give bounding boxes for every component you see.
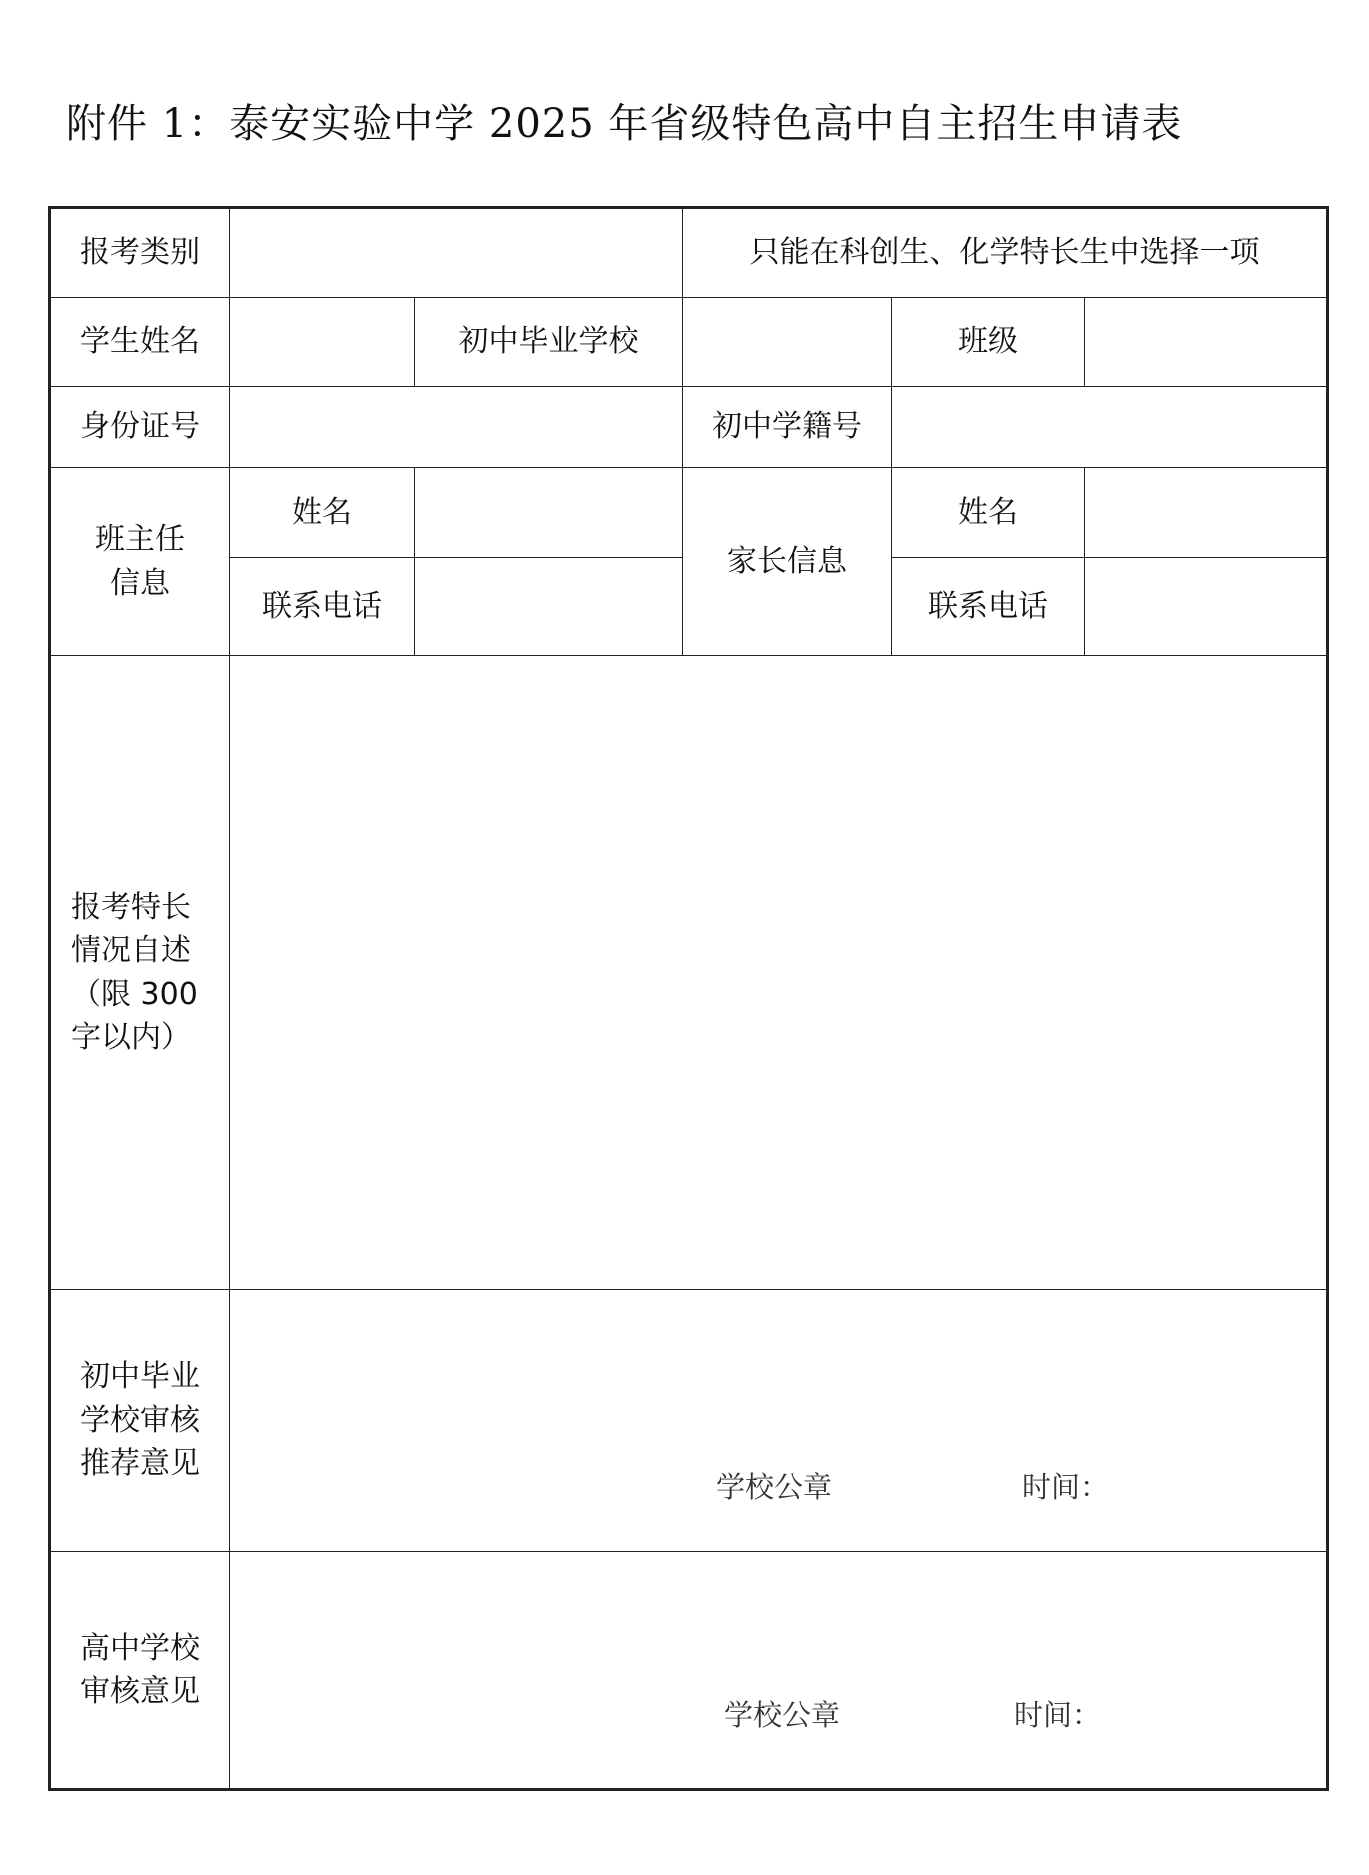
self-statement-label-line3: （限 300 (71, 976, 198, 1012)
student-name-label: 学生姓名 (50, 298, 230, 387)
self-statement-label-line1: 报考特长 (71, 889, 191, 925)
application-form (48, 206, 1326, 1788)
teacher-name-label: 姓名 (230, 468, 415, 558)
middle-school-opinion-input[interactable] (230, 1290, 1328, 1552)
self-statement-label (50, 656, 230, 1290)
student-number-input[interactable] (892, 387, 1328, 468)
middle-school-seal-label: 学校公章 (716, 1470, 833, 1504)
category-note: 只能在科创生、化学特长生中选择一项 (683, 208, 1328, 298)
form-table (48, 206, 1329, 1791)
middle-school-opinion-label-line2: 学校审核 (80, 1402, 200, 1438)
high-school-opinion-input[interactable] (230, 1552, 1328, 1790)
student-name-input[interactable] (230, 298, 415, 387)
teacher-info-label-line2: 信息 (110, 565, 170, 601)
middle-school-time-label: 时间： (1022, 1470, 1110, 1504)
parent-name-label: 姓名 (892, 468, 1085, 558)
parent-name-input[interactable] (1085, 468, 1328, 558)
high-school-opinion-label (50, 1552, 230, 1790)
middle-school-input[interactable] (683, 298, 892, 387)
teacher-name-input[interactable] (415, 468, 683, 558)
teacher-info-label-line1: 班主任 (95, 522, 185, 557)
middle-school-opinion-label-line3: 推荐意见 (80, 1446, 200, 1482)
class-input[interactable] (1085, 298, 1328, 387)
parent-phone-input[interactable] (1085, 558, 1328, 656)
high-school-opinion-label-line1: 高中学校 (80, 1630, 200, 1666)
id-number-input[interactable] (230, 387, 683, 468)
teacher-info-label (50, 468, 230, 656)
high-school-time-label: 时间： (1014, 1698, 1102, 1732)
category-label: 报考类别 (50, 208, 230, 298)
parent-info-label: 家长信息 (683, 468, 892, 656)
teacher-phone-input[interactable] (415, 558, 683, 656)
self-statement-label-line2: 情况自述 (71, 933, 191, 968)
category-input[interactable] (230, 208, 683, 298)
middle-school-label: 初中毕业学校 (415, 298, 683, 387)
high-school-opinion-label-line2: 审核意见 (80, 1674, 200, 1709)
middle-school-opinion-label (50, 1290, 230, 1552)
page-title: 附件 1：泰安实验中学 2025 年省级特色高中自主招生申请表 (66, 101, 1183, 147)
student-number-label: 初中学籍号 (683, 387, 892, 468)
parent-phone-label: 联系电话 (892, 558, 1085, 656)
self-statement-label-line4: 字以内） (71, 1020, 191, 1055)
high-school-seal-label: 学校公章 (724, 1698, 841, 1732)
id-number-label: 身份证号 (50, 387, 230, 468)
middle-school-opinion-label-line1: 初中毕业 (80, 1359, 200, 1395)
self-statement-input[interactable] (230, 656, 1328, 1290)
class-label: 班级 (892, 298, 1085, 387)
teacher-phone-label: 联系电话 (230, 558, 415, 656)
